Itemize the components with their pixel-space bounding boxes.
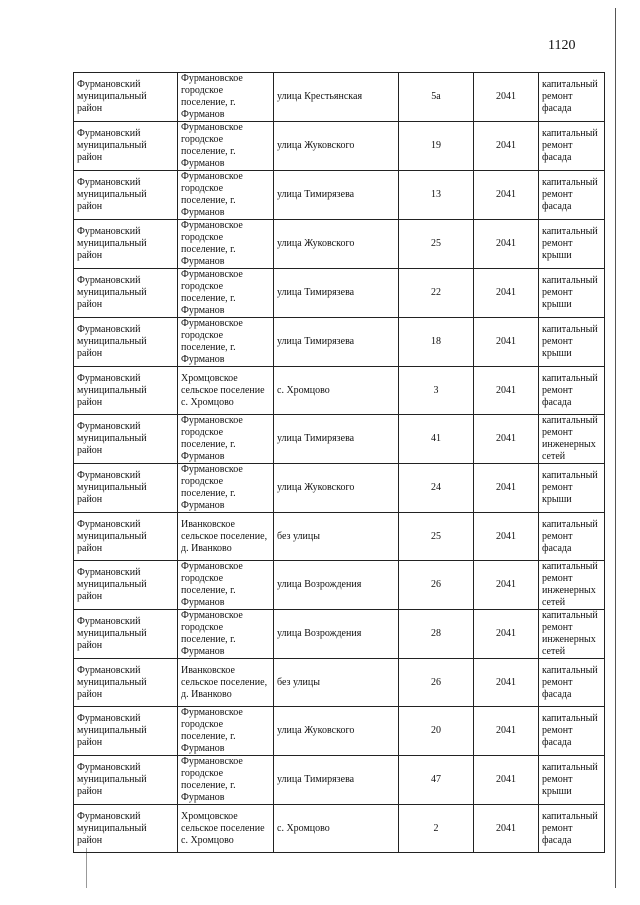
work-type-cell: капитальный ремонт инженерных сетей [539, 610, 605, 659]
settlement-cell: Фурмановское городское поселение, г. Фурманов [178, 122, 274, 171]
house-number-cell: 18 [399, 318, 474, 367]
house-number-cell: 25 [399, 513, 474, 561]
settlement-cell: Фурмановское городское поселение, г. Фурманов [178, 269, 274, 318]
street-cell: улица Крестьянская [274, 73, 399, 122]
table-row [74, 318, 605, 367]
year-cell: 2041 [474, 122, 539, 171]
page-number: 1120 [548, 38, 576, 53]
table-row [74, 464, 605, 513]
district-cell: Фурмановский муниципальный район [74, 561, 178, 610]
street-cell: улица Жуковского [274, 707, 399, 756]
district-cell: Фурмановский муниципальный район [74, 610, 178, 659]
table-row [74, 122, 605, 171]
settlement-cell: Фурмановское городское поселение, г. Фурманов [178, 318, 274, 367]
street-cell: улица Тимирязева [274, 756, 399, 805]
district-cell: Фурмановский муниципальный район [74, 464, 178, 513]
work-type-cell: капитальный ремонт фасада [539, 73, 605, 122]
street-cell: улица Жуковского [274, 122, 399, 171]
street-cell: улица Жуковского [274, 220, 399, 269]
house-number-cell: 3 [399, 367, 474, 415]
house-number-cell: 2 [399, 805, 474, 853]
table-row [74, 415, 605, 464]
year-cell: 2041 [474, 464, 539, 513]
scan-margin-line [86, 848, 87, 888]
year-cell: 2041 [474, 805, 539, 853]
district-cell: Фурмановский муниципальный район [74, 269, 178, 318]
district-cell: Фурмановский муниципальный район [74, 513, 178, 561]
work-type-cell: капитальный ремонт крыши [539, 318, 605, 367]
settlement-cell: Хромцовское сельское поселение с. Хромцово [178, 367, 274, 415]
settlement-cell: Иванковское сельское поселение, д. Иванково [178, 513, 274, 561]
district-cell: Фурмановский муниципальный район [74, 122, 178, 171]
district-cell: Фурмановский муниципальный район [74, 367, 178, 415]
work-type-cell: капитальный ремонт крыши [539, 220, 605, 269]
settlement-cell: Хромцовское сельское поселение с. Хромцово [178, 805, 274, 853]
table-row [74, 659, 605, 707]
year-cell: 2041 [474, 756, 539, 805]
settlement-cell: Фурмановское городское поселение, г. Фурманов [178, 610, 274, 659]
street-cell: без улицы [274, 513, 399, 561]
district-cell: Фурмановский муниципальный район [74, 659, 178, 707]
year-cell: 2041 [474, 73, 539, 122]
work-type-cell: капитальный ремонт фасада [539, 707, 605, 756]
work-type-cell: капитальный ремонт фасада [539, 805, 605, 853]
table-row [74, 171, 605, 220]
work-type-cell: капитальный ремонт фасада [539, 122, 605, 171]
table-row [74, 220, 605, 269]
settlement-cell: Фурмановское городское поселение, г. Фурманов [178, 73, 274, 122]
settlement-cell: Фурмановское городское поселение, г. Фурманов [178, 220, 274, 269]
district-cell: Фурмановский муниципальный район [74, 73, 178, 122]
street-cell: улица Тимирязева [274, 269, 399, 318]
work-type-cell: капитальный ремонт инженерных сетей [539, 561, 605, 610]
table-row [74, 367, 605, 415]
work-type-cell: капитальный ремонт инженерных сетей [539, 415, 605, 464]
year-cell: 2041 [474, 415, 539, 464]
year-cell: 2041 [474, 220, 539, 269]
street-cell: с. Хромцово [274, 805, 399, 853]
work-type-cell: капитальный ремонт фасада [539, 513, 605, 561]
work-type-cell: капитальный ремонт крыши [539, 756, 605, 805]
house-number-cell: 28 [399, 610, 474, 659]
table-row [74, 805, 605, 853]
district-cell: Фурмановский муниципальный район [74, 415, 178, 464]
street-cell: с. Хромцово [274, 367, 399, 415]
work-type-cell: капитальный ремонт фасада [539, 659, 605, 707]
street-cell: улица Тимирязева [274, 171, 399, 220]
year-cell: 2041 [474, 318, 539, 367]
district-cell: Фурмановский муниципальный район [74, 318, 178, 367]
year-cell: 2041 [474, 610, 539, 659]
district-cell: Фурмановский муниципальный район [74, 707, 178, 756]
table-row [74, 610, 605, 659]
year-cell: 2041 [474, 561, 539, 610]
year-cell: 2041 [474, 659, 539, 707]
settlement-cell: Фурмановское городское поселение, г. Фурманов [178, 561, 274, 610]
table-body [74, 73, 605, 853]
settlement-cell: Иванковское сельское поселение, д. Иванково [178, 659, 274, 707]
house-number-cell: 47 [399, 756, 474, 805]
table-row [74, 756, 605, 805]
work-type-cell: капитальный ремонт крыши [539, 269, 605, 318]
work-type-cell: капитальный ремонт фасада [539, 171, 605, 220]
house-number-cell: 13 [399, 171, 474, 220]
street-cell: улица Тимирязева [274, 415, 399, 464]
table-row [74, 269, 605, 318]
table-row [74, 513, 605, 561]
settlement-cell: Фурмановское городское поселение, г. Фурманов [178, 756, 274, 805]
district-cell: Фурмановский муниципальный район [74, 171, 178, 220]
street-cell: улица Возрождения [274, 561, 399, 610]
year-cell: 2041 [474, 707, 539, 756]
house-number-cell: 41 [399, 415, 474, 464]
house-number-cell: 22 [399, 269, 474, 318]
house-number-cell: 25 [399, 220, 474, 269]
settlement-cell: Фурмановское городское поселение, г. Фурманов [178, 464, 274, 513]
table-row [74, 707, 605, 756]
table-row [74, 561, 605, 610]
table-row [74, 73, 605, 122]
house-number-cell: 26 [399, 659, 474, 707]
street-cell: улица Возрождения [274, 610, 399, 659]
house-number-cell: 20 [399, 707, 474, 756]
year-cell: 2041 [474, 269, 539, 318]
district-cell: Фурмановский муниципальный район [74, 220, 178, 269]
house-number-cell: 19 [399, 122, 474, 171]
year-cell: 2041 [474, 171, 539, 220]
year-cell: 2041 [474, 367, 539, 415]
house-number-cell: 5а [399, 73, 474, 122]
work-type-cell: капитальный ремонт крыши [539, 464, 605, 513]
settlement-cell: Фурмановское городское поселение, г. Фурманов [178, 707, 274, 756]
house-number-cell: 26 [399, 561, 474, 610]
district-cell: Фурмановский муниципальный район [74, 756, 178, 805]
year-cell: 2041 [474, 513, 539, 561]
district-cell: Фурмановский муниципальный район [74, 805, 178, 853]
street-cell: без улицы [274, 659, 399, 707]
housing-repair-table [73, 72, 605, 853]
street-cell: улица Жуковского [274, 464, 399, 513]
settlement-cell: Фурмановское городское поселение, г. Фурманов [178, 415, 274, 464]
scan-edge-line [615, 8, 616, 888]
street-cell: улица Тимирязева [274, 318, 399, 367]
work-type-cell: капитальный ремонт фасада [539, 367, 605, 415]
house-number-cell: 24 [399, 464, 474, 513]
settlement-cell: Фурмановское городское поселение, г. Фурманов [178, 171, 274, 220]
